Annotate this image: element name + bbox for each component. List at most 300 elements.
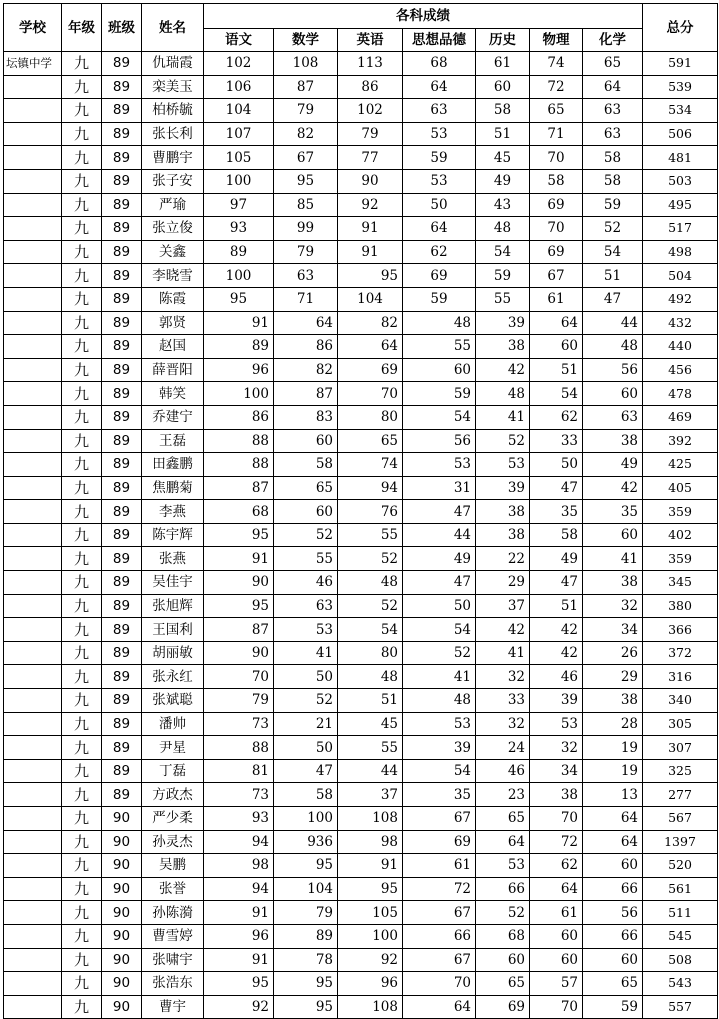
cell-score-chinese: 87 [204,476,274,500]
cell-class: 90 [102,830,142,854]
cell-score-math: 99 [274,217,338,241]
cell-score-history: 48 [476,217,530,241]
cell-class: 89 [102,429,142,453]
cell-score-history: 43 [476,193,530,217]
table-body [4,52,718,1019]
table-row [4,358,718,382]
cell-score-history: 38 [476,523,530,547]
table-row [4,783,718,807]
cell-name: 赵国 [142,335,204,359]
cell-score-chemistry: 59 [583,995,643,1019]
cell-score-math: 46 [274,571,338,595]
cell-score-chemistry: 47 [583,287,643,311]
cell-score-english: 95 [338,264,403,288]
cell-class: 89 [102,264,142,288]
cell-grade: 九 [62,193,102,217]
cell-score-morality: 35 [403,783,476,807]
cell-name: 张誉 [142,877,204,901]
cell-score-physics: 62 [530,854,583,878]
cell-score-physics: 35 [530,500,583,524]
cell-score-chemistry: 38 [583,429,643,453]
cell-grade: 九 [62,99,102,123]
cell-school [4,901,62,925]
cell-grade: 九 [62,335,102,359]
cell-score-english: 51 [338,689,403,713]
cell-score-morality: 53 [403,169,476,193]
cell-score-chinese: 95 [204,594,274,618]
cell-score-history: 65 [476,807,530,831]
cell-score-chinese: 102 [204,52,274,76]
cell-grade: 九 [62,382,102,406]
cell-school [4,618,62,642]
cell-score-chinese: 92 [204,995,274,1019]
cell-school [4,405,62,429]
cell-score-history: 46 [476,759,530,783]
cell-grade: 九 [62,217,102,241]
cell-score-history: 38 [476,500,530,524]
cell-score-history: 49 [476,169,530,193]
table-row [4,830,718,854]
header-subject-history: 历史 [476,29,530,52]
cell-score-history: 38 [476,335,530,359]
cell-score-english: 54 [338,618,403,642]
cell-grade: 九 [62,665,102,689]
cell-score-math: 87 [274,382,338,406]
cell-total: 425 [643,453,718,477]
cell-score-morality: 60 [403,358,476,382]
cell-score-math: 79 [274,901,338,925]
cell-total: 325 [643,759,718,783]
cell-school [4,783,62,807]
cell-score-history: 53 [476,854,530,878]
cell-score-math: 85 [274,193,338,217]
cell-score-english: 52 [338,594,403,618]
cell-score-physics: 32 [530,736,583,760]
cell-name: 陈宇辉 [142,523,204,547]
table-row [4,877,718,901]
cell-grade: 九 [62,358,102,382]
cell-grade: 九 [62,264,102,288]
cell-score-chinese: 90 [204,571,274,595]
cell-name: 张斌聪 [142,689,204,713]
cell-class: 89 [102,523,142,547]
cell-score-history: 39 [476,476,530,500]
cell-score-chinese: 94 [204,877,274,901]
table-row [4,995,718,1019]
cell-score-english: 80 [338,405,403,429]
cell-score-history: 59 [476,264,530,288]
cell-class: 89 [102,99,142,123]
cell-score-english: 92 [338,193,403,217]
cell-score-chinese: 89 [204,335,274,359]
cell-score-morality: 53 [403,712,476,736]
cell-score-chinese: 91 [204,901,274,925]
cell-name: 方政杰 [142,783,204,807]
table-row [4,807,718,831]
cell-school [4,99,62,123]
cell-score-chemistry: 63 [583,122,643,146]
cell-grade: 九 [62,948,102,972]
cell-name: 柏桥毓 [142,99,204,123]
cell-score-history: 33 [476,689,530,713]
cell-score-english: 94 [338,476,403,500]
cell-score-physics: 58 [530,169,583,193]
table-row [4,146,718,170]
cell-score-physics: 65 [530,99,583,123]
cell-score-chinese: 86 [204,405,274,429]
cell-school [4,736,62,760]
cell-score-chinese: 90 [204,641,274,665]
table-row [4,594,718,618]
table-row [4,571,718,595]
cell-total: 366 [643,618,718,642]
table-row [4,901,718,925]
cell-score-math: 60 [274,500,338,524]
cell-school [4,217,62,241]
cell-grade: 九 [62,877,102,901]
cell-total: 277 [643,783,718,807]
table-row [4,924,718,948]
table-row [4,948,718,972]
cell-score-math: 47 [274,759,338,783]
cell-score-physics: 53 [530,712,583,736]
cell-score-history: 22 [476,547,530,571]
cell-score-morality: 59 [403,287,476,311]
cell-score-english: 64 [338,335,403,359]
cell-score-history: 60 [476,948,530,972]
cell-score-physics: 70 [530,146,583,170]
cell-score-english: 45 [338,712,403,736]
cell-score-math: 89 [274,924,338,948]
cell-score-chemistry: 52 [583,217,643,241]
cell-score-math: 936 [274,830,338,854]
table-row [4,641,718,665]
cell-score-morality: 61 [403,854,476,878]
cell-score-chinese: 87 [204,618,274,642]
cell-grade: 九 [62,689,102,713]
cell-score-chinese: 95 [204,523,274,547]
cell-class: 89 [102,547,142,571]
cell-class: 89 [102,193,142,217]
cell-score-chemistry: 63 [583,99,643,123]
cell-score-chinese: 100 [204,382,274,406]
cell-score-math: 95 [274,854,338,878]
cell-score-chinese: 79 [204,689,274,713]
cell-school [4,689,62,713]
cell-score-chemistry: 63 [583,405,643,429]
cell-school [4,358,62,382]
cell-score-math: 104 [274,877,338,901]
cell-school [4,311,62,335]
table-row [4,382,718,406]
cell-score-english: 79 [338,122,403,146]
cell-name: 张永红 [142,665,204,689]
cell-total: 492 [643,287,718,311]
cell-score-morality: 54 [403,405,476,429]
cell-total: 511 [643,901,718,925]
cell-score-chinese: 98 [204,854,274,878]
table-row [4,547,718,571]
cell-score-chemistry: 49 [583,453,643,477]
cell-score-history: 53 [476,453,530,477]
cell-score-english: 86 [338,75,403,99]
cell-score-physics: 51 [530,594,583,618]
cell-school [4,995,62,1019]
cell-name: 曹宇 [142,995,204,1019]
cell-score-chinese: 70 [204,665,274,689]
cell-name: 关鑫 [142,240,204,264]
cell-score-physics: 39 [530,689,583,713]
cell-score-math: 83 [274,405,338,429]
score-table [3,3,718,1019]
cell-name: 尹星 [142,736,204,760]
cell-score-english: 113 [338,52,403,76]
cell-class: 89 [102,736,142,760]
cell-score-history: 55 [476,287,530,311]
cell-class: 89 [102,712,142,736]
cell-total: 305 [643,712,718,736]
cell-grade: 九 [62,240,102,264]
table-row [4,52,718,76]
cell-score-physics: 61 [530,901,583,925]
cell-total: 561 [643,877,718,901]
cell-class: 89 [102,571,142,595]
cell-school [4,264,62,288]
cell-grade: 九 [62,995,102,1019]
table-row [4,689,718,713]
cell-grade: 九 [62,641,102,665]
cell-score-math: 95 [274,995,338,1019]
cell-school [4,146,62,170]
cell-class: 90 [102,854,142,878]
cell-score-chemistry: 60 [583,382,643,406]
cell-grade: 九 [62,972,102,996]
cell-name: 王磊 [142,429,204,453]
cell-score-history: 68 [476,924,530,948]
cell-score-math: 79 [274,240,338,264]
cell-total: 402 [643,523,718,547]
cell-score-chinese: 95 [204,972,274,996]
cell-score-history: 58 [476,99,530,123]
cell-score-morality: 67 [403,901,476,925]
cell-score-history: 42 [476,358,530,382]
cell-score-morality: 64 [403,995,476,1019]
cell-score-math: 63 [274,594,338,618]
cell-score-math: 82 [274,122,338,146]
cell-score-chemistry: 64 [583,807,643,831]
cell-school [4,122,62,146]
cell-name: 李燕 [142,500,204,524]
cell-score-english: 95 [338,877,403,901]
cell-school [4,641,62,665]
cell-school [4,193,62,217]
cell-score-english: 52 [338,547,403,571]
table-header [4,4,718,52]
cell-name: 曹鹏宇 [142,146,204,170]
cell-score-chinese: 89 [204,240,274,264]
cell-total: 545 [643,924,718,948]
cell-total: 456 [643,358,718,382]
cell-name: 薛晋阳 [142,358,204,382]
cell-score-history: 42 [476,618,530,642]
cell-total: 432 [643,311,718,335]
cell-school [4,476,62,500]
cell-score-math: 100 [274,807,338,831]
cell-score-morality: 66 [403,924,476,948]
cell-school [4,830,62,854]
cell-score-math: 41 [274,641,338,665]
header-name: 姓名 [142,4,204,52]
cell-score-chemistry: 59 [583,193,643,217]
table-row [4,287,718,311]
cell-score-chinese: 107 [204,122,274,146]
cell-score-chemistry: 65 [583,52,643,76]
cell-total: 1397 [643,830,718,854]
cell-score-physics: 42 [530,641,583,665]
cell-total: 478 [643,382,718,406]
cell-score-morality: 64 [403,217,476,241]
cell-score-history: 52 [476,901,530,925]
cell-score-english: 37 [338,783,403,807]
cell-score-chemistry: 58 [583,169,643,193]
cell-total: 503 [643,169,718,193]
cell-score-chinese: 100 [204,264,274,288]
cell-score-english: 98 [338,830,403,854]
cell-score-english: 92 [338,948,403,972]
cell-score-history: 39 [476,311,530,335]
cell-score-physics: 72 [530,830,583,854]
cell-grade: 九 [62,476,102,500]
cell-total: 405 [643,476,718,500]
cell-school [4,854,62,878]
cell-total: 481 [643,146,718,170]
table-row [4,453,718,477]
cell-score-chemistry: 66 [583,877,643,901]
cell-score-morality: 64 [403,75,476,99]
cell-score-chinese: 100 [204,169,274,193]
table-row [4,523,718,547]
cell-score-history: 45 [476,146,530,170]
cell-score-english: 102 [338,99,403,123]
cell-score-physics: 60 [530,948,583,972]
cell-score-physics: 46 [530,665,583,689]
cell-total: 506 [643,122,718,146]
cell-score-chinese: 96 [204,358,274,382]
cell-score-chemistry: 42 [583,476,643,500]
cell-score-chemistry: 48 [583,335,643,359]
cell-grade: 九 [62,618,102,642]
cell-name: 郭贤 [142,311,204,335]
cell-score-physics: 47 [530,571,583,595]
cell-score-physics: 72 [530,75,583,99]
cell-score-morality: 31 [403,476,476,500]
cell-score-chemistry: 60 [583,854,643,878]
cell-school [4,75,62,99]
header-subject-chemistry: 化学 [583,29,643,52]
cell-score-physics: 70 [530,995,583,1019]
cell-score-math: 65 [274,476,338,500]
cell-school [4,924,62,948]
cell-score-chinese: 91 [204,311,274,335]
cell-name: 孙灵杰 [142,830,204,854]
cell-score-morality: 44 [403,523,476,547]
cell-score-english: 55 [338,523,403,547]
cell-grade: 九 [62,736,102,760]
cell-score-english: 108 [338,807,403,831]
cell-score-morality: 56 [403,429,476,453]
cell-score-chinese: 88 [204,736,274,760]
header-subject-math: 数学 [274,29,338,52]
cell-grade: 九 [62,571,102,595]
cell-school [4,382,62,406]
cell-score-physics: 67 [530,264,583,288]
cell-school [4,169,62,193]
cell-score-physics: 42 [530,618,583,642]
cell-score-morality: 47 [403,500,476,524]
cell-total: 392 [643,429,718,453]
cell-score-math: 52 [274,689,338,713]
cell-name: 仇瑞霞 [142,52,204,76]
cell-total: 557 [643,995,718,1019]
table-row [4,854,718,878]
cell-name: 李晓雪 [142,264,204,288]
cell-score-chemistry: 34 [583,618,643,642]
cell-score-english: 65 [338,429,403,453]
cell-name: 曹雪婷 [142,924,204,948]
cell-score-physics: 38 [530,783,583,807]
table-row [4,75,718,99]
table-row [4,193,718,217]
table-row [4,665,718,689]
cell-grade: 九 [62,75,102,99]
cell-score-history: 23 [476,783,530,807]
table-row [4,429,718,453]
cell-score-history: 52 [476,429,530,453]
cell-score-chinese: 73 [204,712,274,736]
cell-score-chinese: 93 [204,217,274,241]
cell-school [4,429,62,453]
cell-score-chinese: 68 [204,500,274,524]
cell-score-morality: 68 [403,52,476,76]
cell-grade: 九 [62,854,102,878]
cell-grade: 九 [62,759,102,783]
cell-score-chemistry: 41 [583,547,643,571]
cell-name: 吴佳宇 [142,571,204,595]
header-class: 班级 [102,4,142,52]
table-row [4,217,718,241]
cell-score-morality: 62 [403,240,476,264]
header-subject-morality: 思想品德 [403,29,476,52]
cell-score-chinese: 106 [204,75,274,99]
cell-score-math: 50 [274,736,338,760]
cell-score-math: 52 [274,523,338,547]
header-scores-group: 各科成绩 [204,4,643,29]
cell-score-english: 96 [338,972,403,996]
cell-score-chemistry: 56 [583,358,643,382]
cell-score-math: 64 [274,311,338,335]
cell-grade: 九 [62,924,102,948]
cell-school [4,453,62,477]
cell-score-english: 104 [338,287,403,311]
header-subject-physics: 物理 [530,29,583,52]
cell-score-history: 32 [476,712,530,736]
cell-class: 89 [102,382,142,406]
cell-total: 504 [643,264,718,288]
header-school: 学校 [4,4,62,52]
cell-score-math: 53 [274,618,338,642]
cell-class: 89 [102,52,142,76]
cell-name: 焦鹏菊 [142,476,204,500]
